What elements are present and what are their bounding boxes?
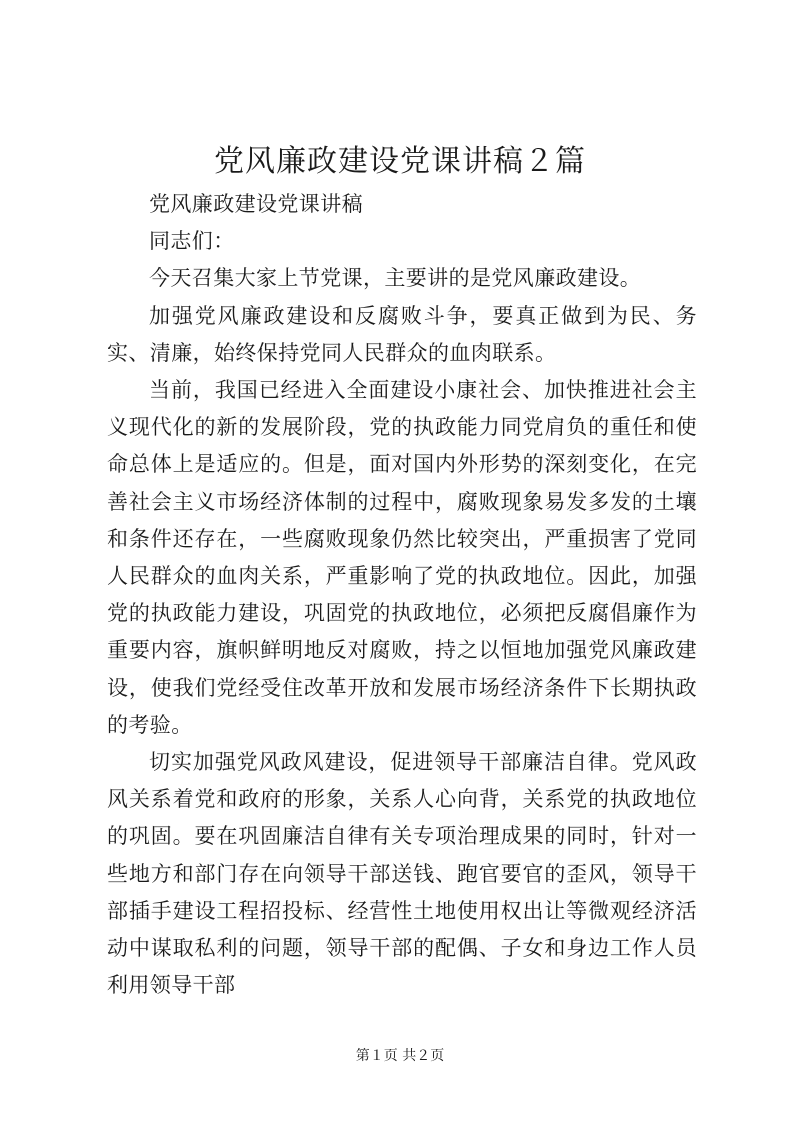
subtitle-paragraph: 党风廉政建设党课讲稿 — [149, 192, 363, 216]
document-body — [107, 186, 697, 1004]
body-paragraph: 加强党风廉政建设和反腐败斗争，要真正做到为民、务实、清廉，始终保持党同人民群众的血肉联系。 — [107, 303, 697, 365]
salutation-paragraph: 同志们： — [149, 229, 235, 254]
body-paragraph: 当前，我国已经进入全面建设小康社会、加快推进社会主义现代化的新的发展阶段，党的执政能力同党肩负的重任和使命总体上是适应的。但是，面对国内外形势的深刻变化，在完善社会主义市场经济体制的过程中，腐败现象易发多发的土壤和条件还存在，一些腐败现象仍然比较突出，严重损害了党同人民群众的血肉关系，严重影响了党的执政地位。因此，加强党的执政能力建设，巩固党的执政地位，必须把反腐倡廉作为重要内容，旗帜鲜明地反对腐败，持之以恒地加强党风廉政建设，使我们党经受住改革开放和发展市场经济条件下长期执政的考验。 — [107, 378, 697, 737]
body-paragraph: 切实加强党风政风建设，促进领导干部廉洁自律。党风政风关系着党和政府的形象，关系人心向背，关系党的执政地位的巩固。要在巩固廉洁自律有关专项治理成果的同时，针对一些地方和部门存在向领导干部送钱、跑官要官的歪风，领导干部插手建设工程招投标、经营性土地使用权出让等微观经济活动中谋取私利的问题，领导干部的配偶、子女和身边工作人员利用领导干部 — [107, 750, 697, 998]
body-paragraph: 今天召集大家上节党课，主要讲的是党风廉政建设。 — [149, 266, 642, 291]
page-footer: 第１页 共２页 — [355, 1048, 445, 1064]
page-title: 党风廉政建设党课讲稿２篇 — [214, 144, 586, 179]
